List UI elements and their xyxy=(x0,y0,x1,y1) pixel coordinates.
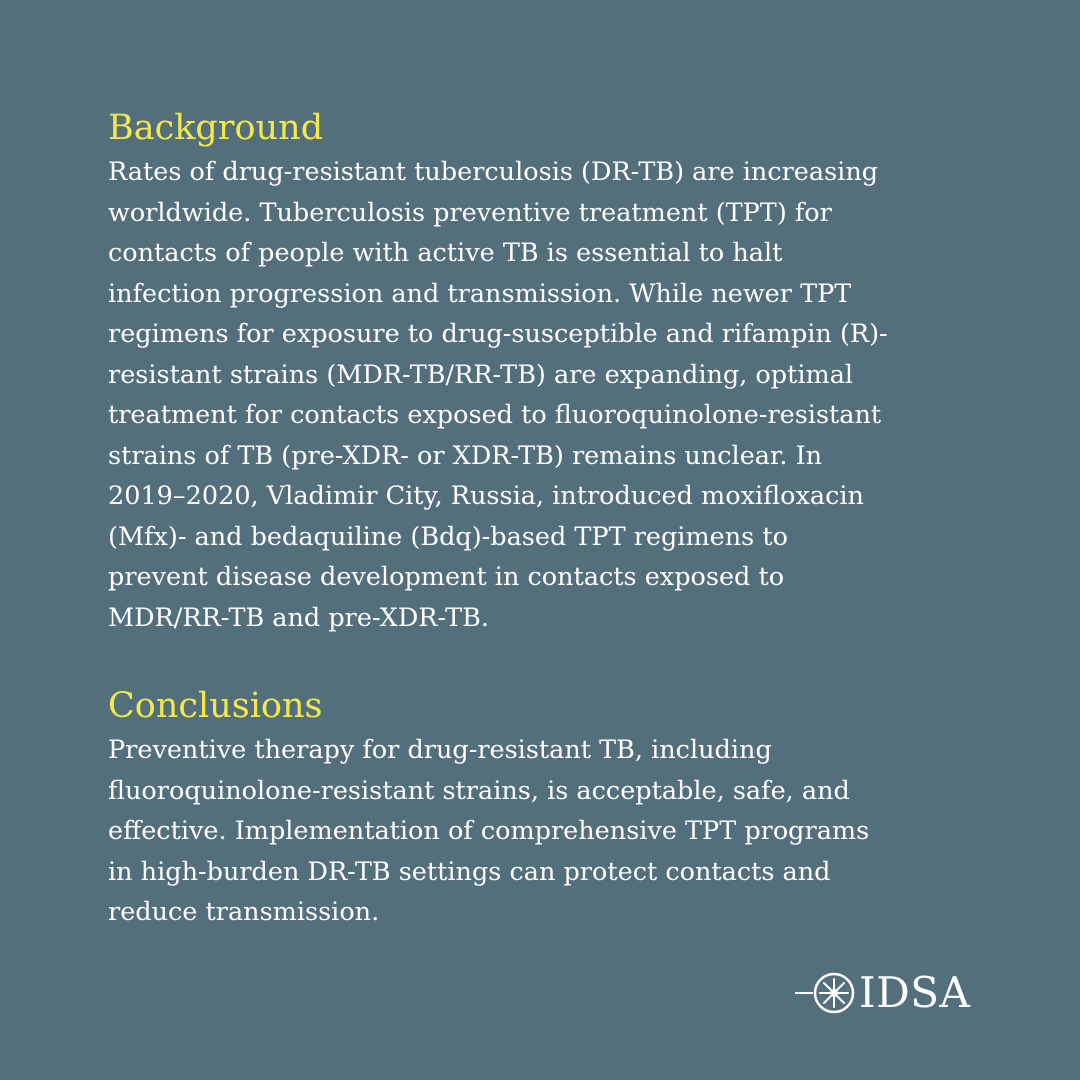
background-section xyxy=(108,104,988,638)
background-heading: Background xyxy=(108,108,324,148)
starburst-icon xyxy=(795,966,855,1020)
conclusions-section xyxy=(108,682,988,933)
abstract-content xyxy=(108,104,988,933)
logo-wordmark: IDSA xyxy=(859,968,971,1017)
conclusions-body: Preventive therapy for drug-resistant TB, including fluoroquinolone-resistant strains, is acceptable, safe, and effective. Implementation of comprehensive TPT programs in high-burden DR-TB settings can protect contacts and reduce transmission. xyxy=(108,735,870,927)
conclusions-heading: Conclusions xyxy=(108,686,323,726)
idsa-logo xyxy=(795,966,970,1020)
background-body: Rates of drug-resistant tuberculosis (DR-TB) are increasing worldwide. Tuberculosis preventive treatment (TPT) for contacts of people with active TB is essential to halt infection progression and transmission. While newer TPT regimens for exposure to drug-susceptible and rifampin (R)- resistant strains (MDR-TB/RR-TB) are expanding, optimal treatment for contacts exposed to fluoroquinolone-resistant strains of TB (pre-XDR- or XDR-TB) remains unclear. In 2019–2020, Vladimir City, Russia, introduced moxifloxacin (Mfx)- and bedaquiline (Bdq)-based TPT regimens to prevent disease development in contacts exposed to MDR/RR-TB and pre-XDR-TB. xyxy=(108,157,888,633)
